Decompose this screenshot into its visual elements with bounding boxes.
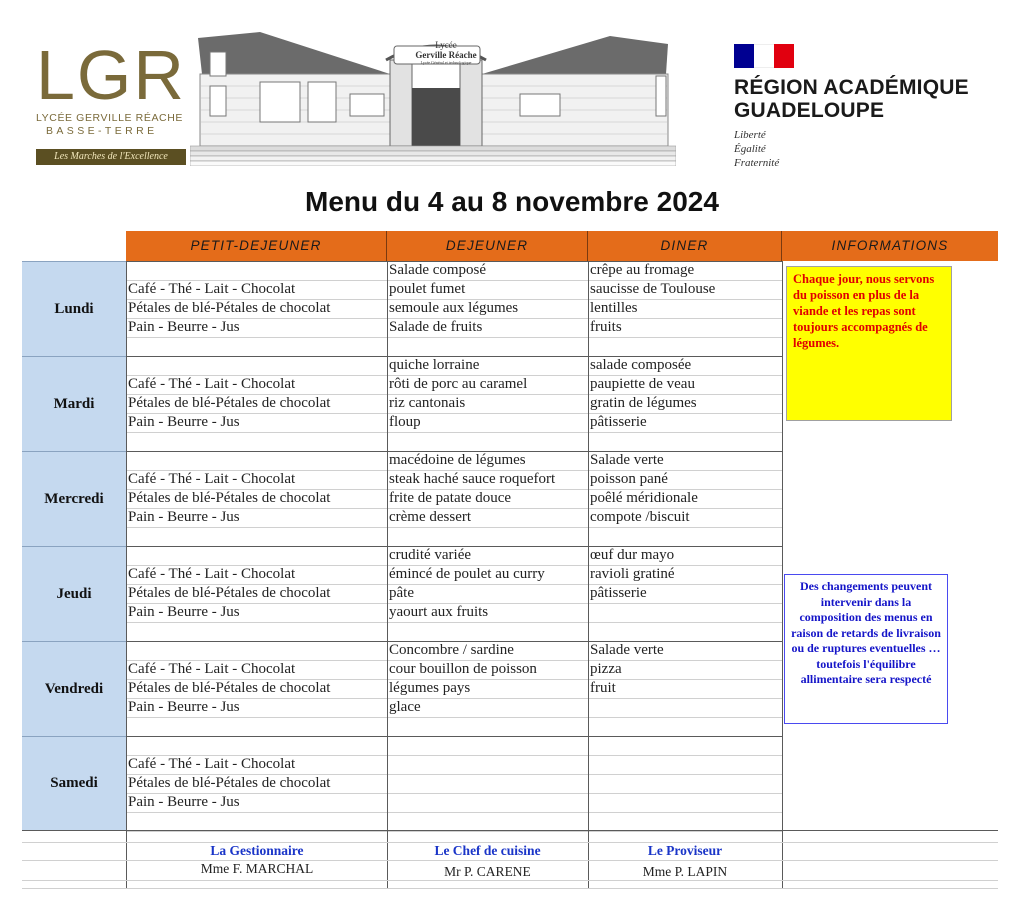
dinner-cell [590,793,780,812]
lunch-cell: Concombre / sardine [389,642,514,658]
logo-motto: Les Marches de l'Excellence [36,149,186,165]
logo-school-name: LYCÉE GERVILLE RÉACHE [36,112,184,124]
column-header-informations: INFORMATIONS [782,231,998,261]
dinner-cell: salade composée [590,357,692,373]
flag-white [754,44,774,68]
column-header-dejeuner: DEJEUNER [387,231,588,261]
lunch-cell: Salade de fruits [389,319,483,335]
breakfast-cell: Café - Thé - Lait - Chocolat [128,471,296,487]
column-header-diner: DINER [588,231,782,261]
dinner-cell: œuf dur mayo [590,547,675,563]
lunch-cell: poulet fumet [389,281,466,297]
school-logo [36,36,188,168]
lunch-cell [389,793,586,812]
lunch-cell [389,432,586,451]
dinner-cell: Salade verte [590,642,664,658]
breakfast-cell: Pain - Beurre - Jus [128,794,240,810]
breakfast-cell [128,641,386,660]
signature-name-gestionnaire: Mme F. MARCHAL [200,861,314,876]
day-label-mardi: Mardi [22,356,126,451]
dinner-cell: fruit [590,680,616,696]
dinner-cell [590,432,780,451]
breakfast-cell: Pain - Beurre - Jus [128,699,240,715]
region-academique-logo [734,44,1004,174]
breakfast-cell [128,337,386,356]
breakfast-cell: Café - Thé - Lait - Chocolat [128,376,296,392]
breakfast-cell: Pétales de blé-Pétales de chocolat [128,490,331,506]
breakfast-cell: Pain - Beurre - Jus [128,509,240,525]
dinner-cell: pâtisserie [590,585,647,601]
day-label-jeudi: Jeudi [22,546,126,641]
lunch-cell: riz cantonais [389,395,466,411]
breakfast-cell: Pétales de blé-Pétales de chocolat [128,395,331,411]
breakfast-cell [128,451,386,470]
breakfast-cell: Pétales de blé-Pétales de chocolat [128,680,331,696]
lunch-cell: yaourt aux fruits [389,604,489,620]
day-label-lundi: Lundi [22,261,126,356]
flag-red [774,44,794,68]
lunch-cell [389,622,586,641]
breakfast-cell [128,527,386,546]
signature-role-chef: Le Chef de cuisine [434,843,541,858]
column-separator [387,261,388,889]
lunch-cell: légumes pays [389,680,471,696]
lunch-cell: pâte [389,585,414,601]
dinner-cell: saucisse de Toulouse [590,281,716,297]
dinner-cell [590,736,780,755]
breakfast-cell [128,717,386,736]
building-sign [393,40,499,65]
region-name-line1: RÉGION ACADÉMIQUE [734,76,969,99]
info-note-changes: Des changements peuvent intervenir dans la composition des menus en raison de retards de livraison ou de ruptures eventuelles … toutefois l'équilibre allimentaire sera respecté [784,574,948,724]
breakfast-cell [128,356,386,375]
breakfast-cell: Café - Thé - Lait - Chocolat [128,661,296,677]
dinner-cell: fruits [590,319,622,335]
breakfast-cell: Pain - Beurre - Jus [128,414,240,430]
lunch-cell: cour bouillon de poisson [389,661,537,677]
grid-line [22,888,998,889]
dinner-cell: gratin de légumes [590,395,697,411]
page-title: Menu du 4 au 8 novembre 2024 [305,186,719,217]
breakfast-cell [128,622,386,641]
lunch-cell: glace [389,699,421,715]
breakfast-cell: Pain - Beurre - Jus [128,604,240,620]
breakfast-cell: Pétales de blé-Pétales de chocolat [128,300,331,316]
dinner-cell [590,774,780,793]
motto-egalite: Égalité [734,143,766,155]
lunch-cell [389,717,586,736]
building-sign-line1: Lycée [435,40,457,50]
breakfast-cell [128,736,386,755]
dinner-cell: poêlé méridionale [590,490,698,506]
grid-line [126,831,782,832]
dinner-cell: poisson pané [590,471,668,487]
grid-line [22,830,998,831]
breakfast-cell: Café - Thé - Lait - Chocolat [128,756,296,772]
dinner-cell: paupiette de veau [590,376,695,392]
breakfast-cell: Café - Thé - Lait - Chocolat [128,566,296,582]
motto-fraternite: Fraternité [734,157,780,169]
breakfast-cell: Pétales de blé-Pétales de chocolat [128,775,331,791]
dinner-cell [590,622,780,641]
dinner-cell [590,812,780,831]
signature-name-proviseur: Mme P. LAPIN [642,864,728,879]
breakfast-cell: Café - Thé - Lait - Chocolat [128,281,296,297]
breakfast-cell [128,546,386,565]
region-name-line2: GUADELOUPE [734,99,885,122]
column-separator [126,261,127,889]
column-header-petit-dejeuner: PETIT-DEJEUNER [126,231,387,261]
lunch-cell: émincé de poulet au curry [389,566,545,582]
dinner-cell [590,755,780,774]
lunch-cell [389,527,586,546]
lunch-cell: rôti de porc au caramel [389,376,528,392]
lunch-cell [389,812,586,831]
logo-city: BASSE-TERRE [46,125,158,137]
breakfast-cell: Pain - Beurre - Jus [128,319,240,335]
day-label-samedi: Samedi [22,736,126,830]
day-label-mercredi: Mercredi [22,451,126,546]
lunch-cell: steak haché sauce roquefort [389,471,556,487]
flag-blue [734,44,754,68]
french-flag-icon [734,44,794,68]
lunch-cell: Salade composé [389,262,487,278]
lunch-cell: frite de patate douce [389,490,512,506]
dinner-cell [590,698,780,717]
column-separator [588,261,589,889]
grid-line [22,880,998,881]
signature-role-gestionnaire: La Gestionnaire [210,843,304,858]
dinner-cell: pâtisserie [590,414,647,430]
building-sign-line3: Lycée Général et technologique [420,60,472,65]
lunch-cell [389,337,586,356]
info-note-daily: Chaque jour, nous servons du poisson en plus de la viande et les repas sont toujours accompagnés de légumes. [786,266,952,421]
breakfast-cell [128,812,386,831]
lunch-cell [389,774,586,793]
dinner-cell [590,603,780,622]
breakfast-cell: Pétales de blé-Pétales de chocolat [128,585,331,601]
lunch-cell [389,736,586,755]
dinner-cell [590,717,780,736]
breakfast-cell [128,261,386,280]
dinner-cell: lentilles [590,300,638,316]
dinner-cell: Salade verte [590,452,664,468]
dinner-cell: pizza [590,661,622,677]
dinner-cell: crêpe au fromage [590,262,695,278]
logo-letters: LGR [36,36,186,114]
lunch-cell: crème dessert [389,509,472,525]
lunch-cell: floup [389,414,421,430]
motto-liberte: Liberté [734,129,766,141]
republic-motto [734,128,1004,170]
breakfast-cell [128,432,386,451]
lunch-cell: crudité variée [389,547,472,563]
lunch-cell: macédoine de légumes [389,452,526,468]
signature-role-proviseur: Le Proviseur [647,843,723,858]
signature-name-chef: Mr P. CARENE [444,864,531,879]
day-label-vendredi: Vendredi [22,641,126,736]
dinner-cell [590,527,780,546]
lunch-cell: semoule aux légumes [389,300,519,316]
lunch-cell [389,755,586,774]
dinner-cell [590,337,780,356]
building-sign-line2: Gerville Réache [415,50,477,60]
lunch-cell: quiche lorraine [389,357,480,373]
column-separator [782,261,783,889]
dinner-cell: ravioli gratiné [590,566,675,582]
dinner-cell: compote /biscuit [590,509,690,525]
